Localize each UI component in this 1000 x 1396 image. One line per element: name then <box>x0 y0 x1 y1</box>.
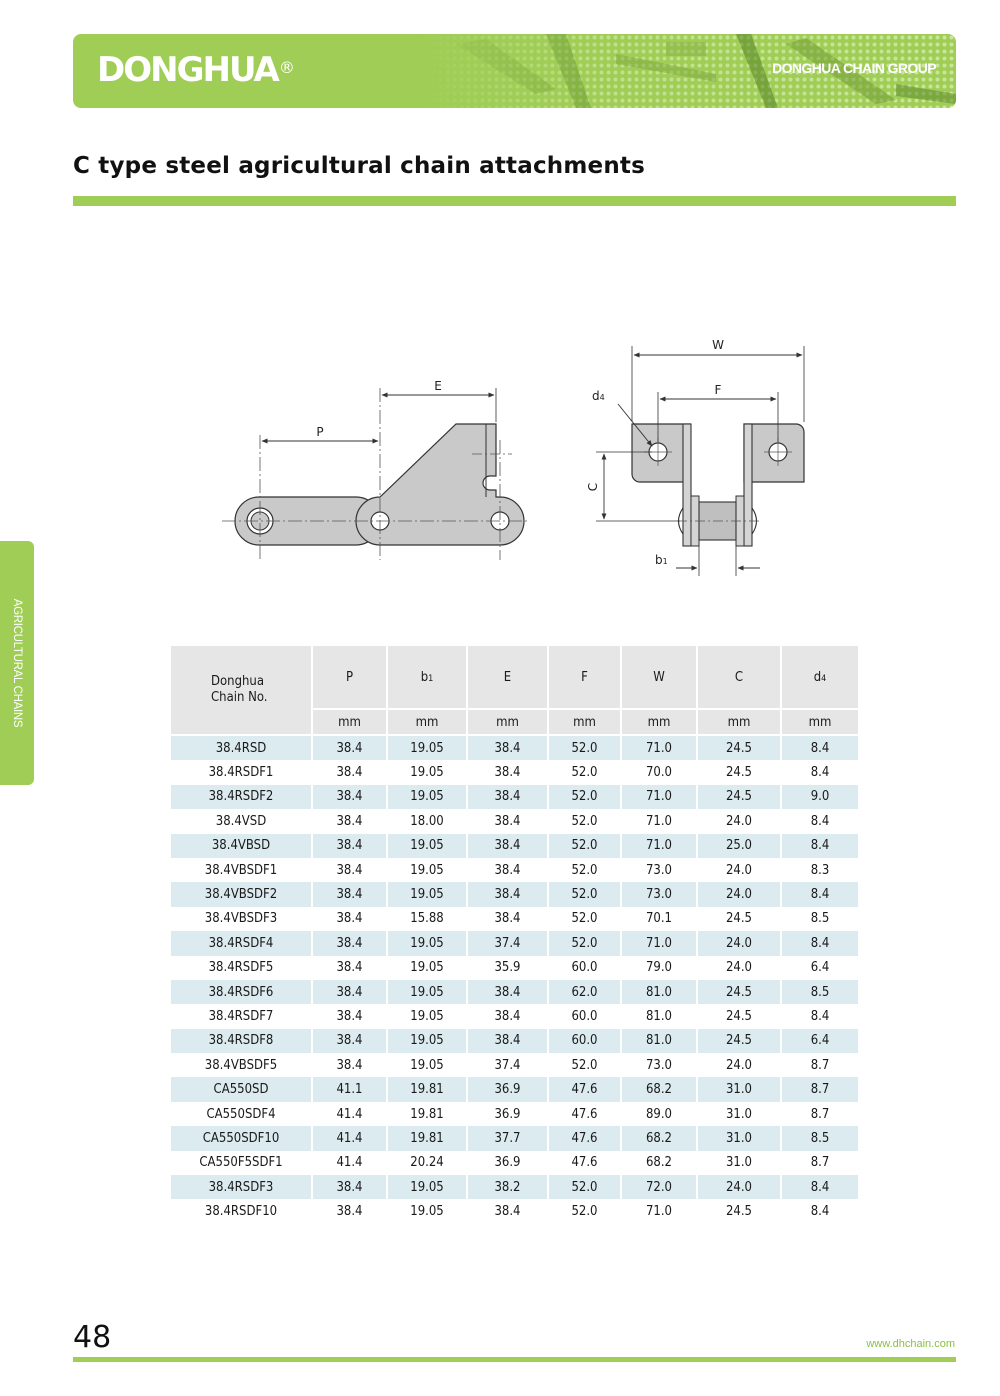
cell-p: 41.4 <box>312 1126 387 1150</box>
header-label: b <box>420 669 429 685</box>
header-sub: 4 <box>821 673 827 684</box>
cell-e: 36.9 <box>467 1102 548 1126</box>
cell-w: 68.2 <box>621 1151 697 1175</box>
header-e <box>467 646 548 709</box>
header-p <box>312 646 387 709</box>
cell-e: 35.9 <box>467 956 548 980</box>
cell-p: 38.4 <box>312 809 387 833</box>
cell-d4: 8.4 <box>781 809 858 833</box>
cell-c: 24.5 <box>697 760 781 784</box>
cell-b1: 19.05 <box>387 1053 467 1077</box>
cell-f: 47.6 <box>548 1077 621 1101</box>
cell-d4: 8.5 <box>781 907 858 931</box>
cell-b1: 15.88 <box>387 907 467 931</box>
cell-b1: 19.05 <box>387 834 467 858</box>
cell-w: 71.0 <box>621 931 697 955</box>
cell-e: 38.4 <box>467 1004 548 1028</box>
header-banner <box>73 34 956 108</box>
cell-chain-no: 38.4RSDF3 <box>171 1175 312 1199</box>
cell-d4: 8.4 <box>781 931 858 955</box>
cell-p: 41.4 <box>312 1151 387 1175</box>
table-row <box>171 834 858 858</box>
cell-chain-no: 38.4RSDF1 <box>171 760 312 784</box>
cell-d4: 8.5 <box>781 980 858 1004</box>
cell-chain-no: 38.4VBSDF1 <box>171 858 312 882</box>
cell-b1: 19.05 <box>387 956 467 980</box>
dim-d4-main: d <box>592 389 600 403</box>
cell-chain-no: 38.4VBSDF2 <box>171 882 312 906</box>
side-view <box>222 379 528 560</box>
cell-f: 47.6 <box>548 1126 621 1150</box>
side-tab-label: AGRICULTURAL CHAINS <box>11 598 23 728</box>
unit-cell: mm <box>312 709 387 735</box>
cell-b1: 19.05 <box>387 1175 467 1199</box>
header-label: F <box>581 669 588 685</box>
header-sub: 1 <box>428 673 434 684</box>
cell-e: 38.4 <box>467 834 548 858</box>
cell-p: 38.4 <box>312 1029 387 1053</box>
cell-w: 73.0 <box>621 858 697 882</box>
cell-p: 38.4 <box>312 907 387 931</box>
cell-p: 38.4 <box>312 882 387 906</box>
table-row <box>171 760 858 784</box>
cell-d4: 6.4 <box>781 956 858 980</box>
cell-b1: 19.81 <box>387 1102 467 1126</box>
table-row <box>171 785 858 809</box>
brand-logo <box>97 50 295 90</box>
cell-b1: 19.05 <box>387 882 467 906</box>
cell-w: 72.0 <box>621 1175 697 1199</box>
cell-p: 38.4 <box>312 858 387 882</box>
cell-c: 24.0 <box>697 858 781 882</box>
cell-e: 38.4 <box>467 1199 548 1223</box>
cell-p: 38.4 <box>312 956 387 980</box>
cell-d4: 8.4 <box>781 834 858 858</box>
cell-b1: 19.05 <box>387 1199 467 1223</box>
cell-b1: 19.05 <box>387 760 467 784</box>
cell-chain-no: CA550SDF4 <box>171 1102 312 1126</box>
table-row <box>171 1029 858 1053</box>
dim-b1-sub: 1 <box>662 557 668 566</box>
cell-w: 73.0 <box>621 1053 697 1077</box>
cell-c: 31.0 <box>697 1126 781 1150</box>
cell-chain-no: 38.4RSDF4 <box>171 931 312 955</box>
cell-d4: 6.4 <box>781 1029 858 1053</box>
cell-w: 68.2 <box>621 1077 697 1101</box>
cell-c: 24.5 <box>697 735 781 760</box>
cell-c: 24.5 <box>697 1199 781 1223</box>
cell-c: 24.0 <box>697 809 781 833</box>
table-row <box>171 1077 858 1101</box>
cell-f: 60.0 <box>548 1004 621 1028</box>
table-row <box>171 1126 858 1150</box>
header-f <box>548 646 621 709</box>
cell-e: 38.4 <box>467 907 548 931</box>
cell-b1: 19.05 <box>387 785 467 809</box>
cell-b1: 19.81 <box>387 1126 467 1150</box>
cell-d4: 8.5 <box>781 1126 858 1150</box>
cell-e: 38.4 <box>467 809 548 833</box>
cell-c: 31.0 <box>697 1151 781 1175</box>
cell-w: 70.1 <box>621 907 697 931</box>
cell-b1: 19.05 <box>387 980 467 1004</box>
dim-d4-sub: 4 <box>599 393 605 402</box>
table-row <box>171 1175 858 1199</box>
table-row <box>171 882 858 906</box>
header-label: d <box>813 669 822 685</box>
cell-w: 71.0 <box>621 785 697 809</box>
cell-p: 38.4 <box>312 785 387 809</box>
header-d4 <box>781 646 858 709</box>
table-row <box>171 1199 858 1223</box>
cell-w: 71.0 <box>621 809 697 833</box>
dim-e-label: E <box>434 379 442 393</box>
cell-d4: 8.4 <box>781 1199 858 1223</box>
cell-chain-no: 38.4RSDF2 <box>171 785 312 809</box>
cell-d4: 8.4 <box>781 882 858 906</box>
front-view <box>586 338 804 576</box>
cell-c: 24.0 <box>697 956 781 980</box>
cell-f: 52.0 <box>548 1199 621 1223</box>
cell-f: 52.0 <box>548 834 621 858</box>
header-label: W <box>653 669 665 685</box>
table-row <box>171 858 858 882</box>
cell-chain-no: 38.4RSDF7 <box>171 1004 312 1028</box>
cell-w: 73.0 <box>621 882 697 906</box>
cell-e: 37.4 <box>467 1053 548 1077</box>
cell-c: 24.5 <box>697 980 781 1004</box>
cell-e: 36.9 <box>467 1077 548 1101</box>
cell-e: 38.4 <box>467 760 548 784</box>
table-row <box>171 1102 858 1126</box>
cell-c: 24.0 <box>697 1175 781 1199</box>
cell-f: 52.0 <box>548 785 621 809</box>
dim-w-label: W <box>712 338 724 352</box>
cell-p: 38.4 <box>312 1175 387 1199</box>
cell-d4: 8.7 <box>781 1151 858 1175</box>
cell-w: 70.0 <box>621 760 697 784</box>
cell-f: 52.0 <box>548 735 621 760</box>
cell-d4: 8.7 <box>781 1053 858 1077</box>
cell-p: 38.4 <box>312 980 387 1004</box>
table-row <box>171 1004 858 1028</box>
dim-b1-main: b <box>655 553 663 567</box>
cell-w: 71.0 <box>621 1199 697 1223</box>
cell-e: 38.2 <box>467 1175 548 1199</box>
cell-chain-no: 38.4VBSD <box>171 834 312 858</box>
cell-f: 62.0 <box>548 980 621 1004</box>
table-row <box>171 931 858 955</box>
cell-chain-no: CA550F5SDF1 <box>171 1151 312 1175</box>
header-chain-no-line1: Donghua <box>211 674 264 689</box>
table-row <box>171 1151 858 1175</box>
dim-c-label: C <box>586 482 600 492</box>
cell-chain-no: 38.4RSDF10 <box>171 1199 312 1223</box>
unit-cell: mm <box>548 709 621 735</box>
cell-d4: 8.4 <box>781 1175 858 1199</box>
cell-chain-no: 38.4RSDF5 <box>171 956 312 980</box>
cell-f: 52.0 <box>548 858 621 882</box>
cell-e: 38.4 <box>467 785 548 809</box>
cell-e: 38.4 <box>467 735 548 760</box>
cell-chain-no: CA550SD <box>171 1077 312 1101</box>
cell-p: 38.4 <box>312 834 387 858</box>
dim-p-label: P <box>316 425 324 439</box>
cell-c: 24.5 <box>697 785 781 809</box>
cell-c: 24.5 <box>697 907 781 931</box>
cell-p: 38.4 <box>312 1199 387 1223</box>
cell-c: 24.5 <box>697 1029 781 1053</box>
side-tab <box>0 541 34 785</box>
page-title: C type steel agricultural chain attachments <box>73 153 645 179</box>
cell-w: 81.0 <box>621 1029 697 1053</box>
cell-c: 31.0 <box>697 1077 781 1101</box>
unit-cell: mm <box>697 709 781 735</box>
cell-b1: 19.05 <box>387 1029 467 1053</box>
cell-f: 47.6 <box>548 1151 621 1175</box>
cell-c: 24.0 <box>697 1053 781 1077</box>
cell-d4: 8.3 <box>781 858 858 882</box>
cell-c: 24.5 <box>697 1004 781 1028</box>
table-row <box>171 907 858 931</box>
registered-mark: ® <box>278 58 295 77</box>
cell-f: 47.6 <box>548 1102 621 1126</box>
cell-f: 60.0 <box>548 956 621 980</box>
header-label: P <box>345 669 354 685</box>
cell-chain-no: 38.4VSD <box>171 809 312 833</box>
cell-w: 68.2 <box>621 1126 697 1150</box>
cell-f: 52.0 <box>548 882 621 906</box>
header-b1 <box>387 646 467 709</box>
cell-p: 41.4 <box>312 1102 387 1126</box>
table-row <box>171 980 858 1004</box>
cell-c: 25.0 <box>697 834 781 858</box>
cell-p: 38.4 <box>312 1004 387 1028</box>
cell-chain-no: CA550SDF10 <box>171 1126 312 1150</box>
cell-chain-no: 38.4VBSDF5 <box>171 1053 312 1077</box>
chain-attachment-drawing <box>200 330 820 580</box>
page-number: 48 <box>73 1320 112 1355</box>
header-chain-no-line2: Chain No. <box>211 690 268 705</box>
cell-d4: 8.4 <box>781 735 858 760</box>
unit-cell: mm <box>387 709 467 735</box>
cell-d4: 8.4 <box>781 760 858 784</box>
cell-d4: 8.4 <box>781 1004 858 1028</box>
cell-b1: 19.05 <box>387 931 467 955</box>
cell-d4: 8.7 <box>781 1077 858 1101</box>
cell-f: 52.0 <box>548 907 621 931</box>
cell-e: 37.4 <box>467 931 548 955</box>
cell-b1: 20.24 <box>387 1151 467 1175</box>
cell-c: 31.0 <box>697 1102 781 1126</box>
website-url: www.dhchain.com <box>866 1338 955 1350</box>
cell-p: 38.4 <box>312 931 387 955</box>
cell-chain-no: 38.4RSD <box>171 735 312 760</box>
unit-cell: mm <box>467 709 548 735</box>
cell-e: 36.9 <box>467 1151 548 1175</box>
table-row <box>171 809 858 833</box>
header-label: E <box>503 669 512 685</box>
cell-w: 71.0 <box>621 834 697 858</box>
cell-e: 38.4 <box>467 1029 548 1053</box>
brand-name: DONGHUA <box>97 50 278 90</box>
cell-c: 24.0 <box>697 931 781 955</box>
table-header-row <box>171 646 858 709</box>
cell-f: 52.0 <box>548 760 621 784</box>
cell-chain-no: 38.4VBSDF3 <box>171 907 312 931</box>
cell-f: 52.0 <box>548 1053 621 1077</box>
cell-p: 38.4 <box>312 1053 387 1077</box>
header-chain-no <box>171 646 312 735</box>
cell-e: 38.4 <box>467 980 548 1004</box>
cell-chain-no: 38.4RSDF6 <box>171 980 312 1004</box>
cell-chain-no: 38.4RSDF8 <box>171 1029 312 1053</box>
cell-w: 89.0 <box>621 1102 697 1126</box>
table-row <box>171 1053 858 1077</box>
group-name: DONGHUA CHAIN GROUP <box>772 60 936 76</box>
table-row <box>171 735 858 760</box>
spec-table <box>171 646 858 1224</box>
dim-d4-label <box>592 389 605 403</box>
cell-e: 37.7 <box>467 1126 548 1150</box>
dim-f-label: F <box>714 383 722 397</box>
cell-f: 60.0 <box>548 1029 621 1053</box>
cell-b1: 19.05 <box>387 858 467 882</box>
table-body <box>171 735 858 1224</box>
cell-f: 52.0 <box>548 931 621 955</box>
table-row <box>171 956 858 980</box>
cell-p: 38.4 <box>312 760 387 784</box>
cell-b1: 19.05 <box>387 1004 467 1028</box>
dim-b1-label <box>655 553 668 567</box>
cell-f: 52.0 <box>548 809 621 833</box>
cell-e: 38.4 <box>467 858 548 882</box>
unit-cell: mm <box>781 709 858 735</box>
title-divider <box>73 196 956 206</box>
cell-b1: 19.05 <box>387 735 467 760</box>
cell-b1: 18.00 <box>387 809 467 833</box>
cell-b1: 19.81 <box>387 1077 467 1101</box>
header-c <box>697 646 781 709</box>
cell-e: 38.4 <box>467 882 548 906</box>
cell-w: 71.0 <box>621 735 697 760</box>
header-w <box>621 646 697 709</box>
cell-f: 52.0 <box>548 1175 621 1199</box>
cell-d4: 8.7 <box>781 1102 858 1126</box>
cell-p: 38.4 <box>312 735 387 760</box>
cell-d4: 9.0 <box>781 785 858 809</box>
footer-divider <box>73 1357 956 1362</box>
cell-w: 81.0 <box>621 980 697 1004</box>
header-label: C <box>734 669 744 685</box>
cell-w: 81.0 <box>621 1004 697 1028</box>
cell-c: 24.0 <box>697 882 781 906</box>
cell-p: 41.1 <box>312 1077 387 1101</box>
unit-cell: mm <box>621 709 697 735</box>
cell-w: 79.0 <box>621 956 697 980</box>
